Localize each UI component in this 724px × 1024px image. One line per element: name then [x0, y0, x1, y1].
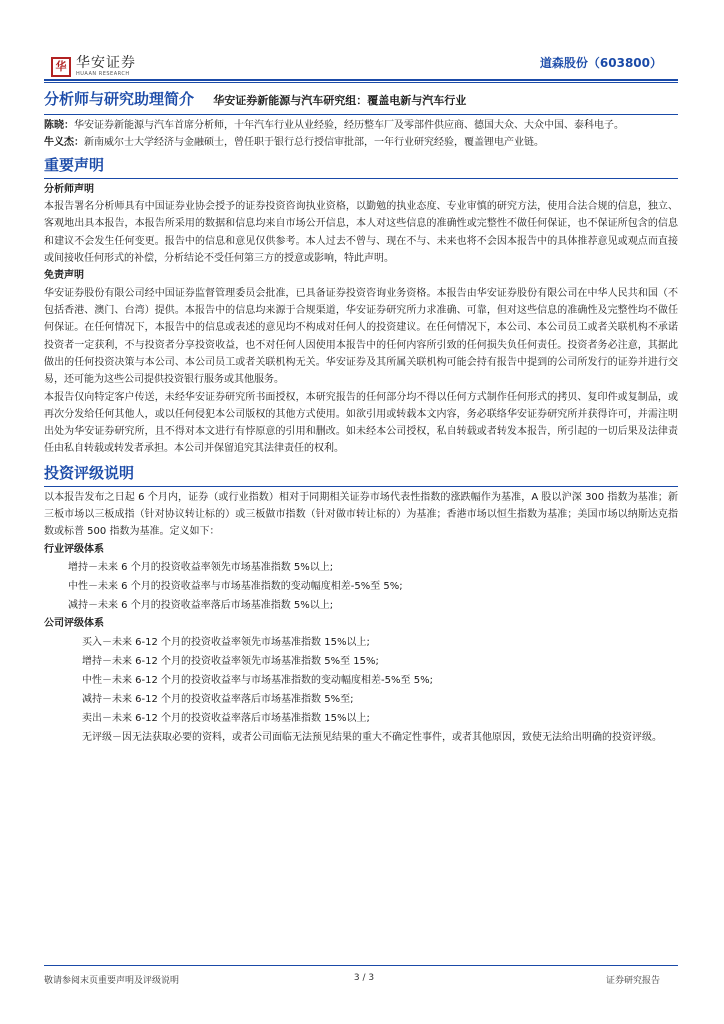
logo-text-en: HUAAN RESEARCH: [76, 71, 130, 77]
rating-intro: 以本报告发布之日起 6 个月内，证券（或行业指数）相对于同期相关证券市场代表性指数的涨跌幅作为基准，A 股以沪深 300 指数为基准；新三板市场以三板成指（针对协议转让标的）或三板做市指数（针对做市转让标的）为基准；香港市场以恒生指数为基准；美国市场以纳斯达克指数或标普 500 指数为基准。定义如下：: [44, 491, 678, 538]
report-type: 证券研究报告: [605, 976, 660, 986]
industry-rating-item: 减持－未来 6 个月的投资收益率落后市场基准指数 5%以上;: [68, 600, 334, 612]
company-rating-item: 增持－未来 6-12 个月的投资收益率领先市场基准指数 5%至 15%;: [82, 655, 379, 667]
footer-note: 敬请参阅末页重要声明及评级说明: [44, 976, 180, 986]
analyst-2-desc: 新南威尔士大学经济与金融硕士，曾任职于银行总行授信审批部，一年行业研究经验，覆盖锂电产业链。: [84, 137, 544, 149]
industry-rating-item: 中性－未来 6 个月的投资收益率与市场基准指数的变动幅度相差-5%至 5%;: [68, 581, 403, 593]
analyst-section-heading: 分析师与研究助理简介: [44, 90, 195, 108]
company-rating-title: 公司评级体系: [44, 618, 104, 630]
company-rating-item: 中性－未来 6-12 个月的投资收益率与市场基准指数的变动幅度相差-5%至 5%;: [82, 674, 433, 686]
page-number: 3 / 3: [353, 973, 375, 983]
stock-name: 道森股份（603800）: [539, 56, 662, 70]
analyst-statement: 本报告署名分析师具有中国证券业协会授予的证券投资咨询执业资格，以勤勉的执业态度、专业审慎的研究方法，使用合法合规的信息，独立、客观地出具本报告，本报告所采用的数据和信息均来自市场公开信息，本人对这些信息的准确性或完整性不做任何保证，也不保证所包含的信息和建议不会发生任何变更。报告中的信息和意见仅供参考。本人过去不曾与、现在不与、未来也将不会因本报告中的具体推荐意见或观点而直接或间接收任何形式的补偿，分析结论不受任何第三方的授意或影响，特此声明。: [44, 201, 678, 264]
exemption-paragraph-1: 华安证券股份有限公司经中国证券监督管理委员会批准，已具备证券投资咨询业务资格。本报告由华安证券股份有限公司在中华人民共和国（不包括香港、澳门、台湾）提供。本报告中的信息均来源于合规渠道，华安证券研究所力求准确、可靠，但对这些信息的准确性及完整性均不做任何保证。在任何情况下，本报告中的信息或表述的意见均不构成对任何人的投资建议。在任何情况下，本公司、本公司员工或者关联机构不承诺投资者一定获利，不与投资者分享投资收益，也不对任何人因使用本报告中的任何内容所引致的任何损失负任何责任。投资者务必注意，其据此做出的任何投资决策与本公司、本公司员工或者关联机构无关。华安证券及其所属关联机构可能会持有报告中提到的公司所发行的证券并进行交易，还可能为这些公司提供投资银行服务或其他服务。: [44, 287, 678, 386]
company-rating-item: 买入－未来 6-12 个月的投资收益率领先市场基准指数 15%以上;: [82, 636, 370, 648]
company-rating-item: 减持－未来 6-12 个月的投资收益率落后市场基准指数 5%至;: [82, 693, 354, 705]
no-rating-item: 无评级－因无法获取必要的资料，或者公司面临无法预见结果的重大不确定性事件，或者其他原因，致使无法给出明确的投资评级。: [82, 731, 662, 743]
section-divider: [44, 178, 678, 179]
analyst-1-name: 陈晓：: [44, 120, 74, 131]
logo-icon: 华: [51, 57, 71, 77]
header-divider-thin: [44, 82, 678, 83]
section-divider: [44, 114, 678, 115]
section-divider: [44, 486, 678, 487]
company-logo: [51, 56, 136, 77]
header-divider: [44, 79, 678, 81]
logo-text-cn: 华安证券: [76, 55, 136, 71]
page-footer: [44, 965, 678, 995]
disclaimer-title: 重要声明: [44, 155, 105, 174]
analyst-statement-title: 分析师声明: [44, 183, 94, 195]
analyst-bio-2: [44, 134, 678, 151]
analyst-1-desc: 华安证券新能源与汽车首席分析师，十年汽车行业从业经验，经历整车厂及零部件供应商、德国大众、大众中国、泰科电子。: [74, 120, 624, 131]
analyst-2-name: 牛义杰：: [44, 137, 84, 149]
page-header: [0, 0, 724, 84]
page-content: [44, 88, 678, 747]
rating-title: 投资评级说明: [44, 463, 135, 482]
exemption-paragraph-2: 本报告仅向特定客户传送，未经华安证券研究所书面授权，本研究报告的任何部分均不得以任何方式制作任何形式的拷贝、复印件或复制品，或再次分发给任何其他人，或以任何侵犯本公司版权的其他方式使用。如欲引用或转载本文内容，务必联络华安证券研究所并获得许可，并需注明出处为华安证券研究所，且不得对本文进行有悖原意的引用和删改。如未经本公司授权，私自转载或者转发本报告，所引起的一切后果及法律责任由私自转载或转发者承担。本公司并保留追究其法律责任的权利。: [44, 391, 678, 455]
analyst-bio-1: [44, 117, 678, 134]
company-rating-item: 卖出－未来 6-12 个月的投资收益率落后市场基准指数 15%以上;: [82, 712, 370, 724]
industry-rating-title: 行业评级体系: [44, 543, 104, 555]
exemption-title: 免责声明: [44, 270, 84, 282]
analyst-section-subtitle: 华安证券新能源与汽车研究组：覆盖电新与汽车行业: [213, 94, 467, 107]
analyst-section-title: [44, 88, 678, 112]
footer-divider: [44, 965, 678, 966]
industry-rating-item: 增持－未来 6 个月的投资收益率领先市场基准指数 5%以上;: [68, 562, 334, 574]
